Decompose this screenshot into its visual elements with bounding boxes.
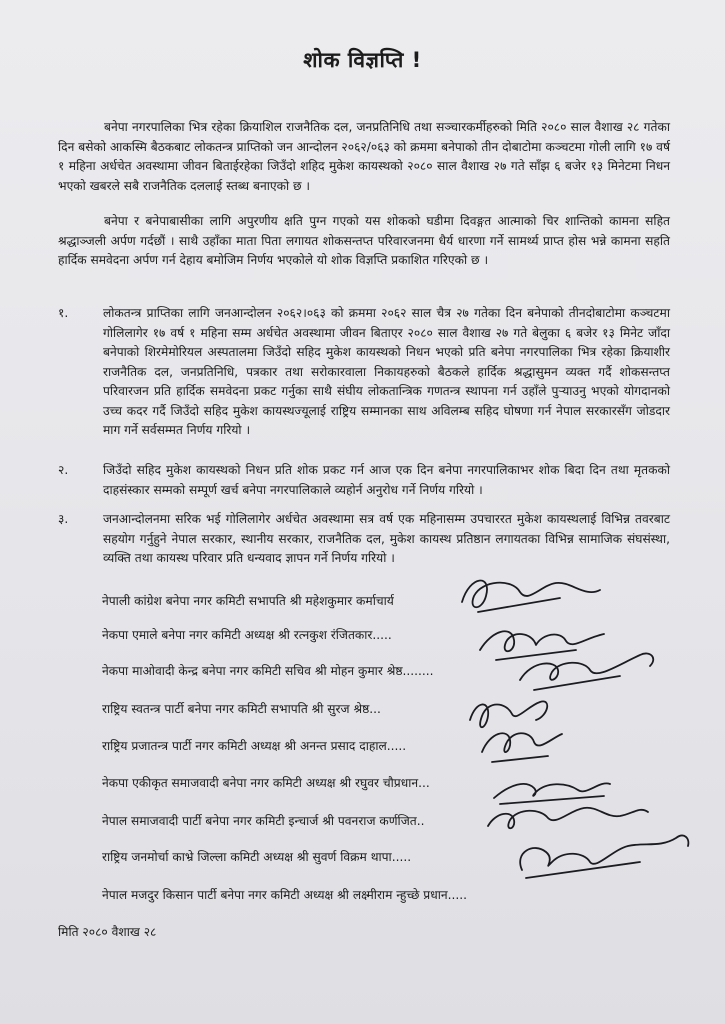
signature-4 [470,701,547,727]
notice-date: मिति २०८० वैशाख २८ [58,925,157,939]
intro-paragraph: बनेपा नगरपालिका भित्र रहेका क्रियाशिल राजनैतिक दल, जनप्रतिनिधि तथा सञ्चारकर्मीहरुको मिति २०८० साल वैशाख २८ गतेका दिन बसेको आकस्मि बैठकबाट लोकतन्त्र प्राप्तिको जन आन्दोलन २०६२/०६३ को क्रममा बनेपाको तीन दोबाटोमा कञ्चटमा गोली लागि १७ वर्ष १ महिना अर्धचेत अवस्थामा जीवन बिताईरहेका जिउँदो शहिद मुकेश कायस्थको २०८० साल वैशाख २७ गते साँझ ६ बजेर १३ मिनेटमा निधन भएको खबरले सबै राजनैतिक दललाई स्तब्ध बनाएको छ । [58,120,670,193]
signatory-line: नेकपा एमाले बनेपा नगर कमिटी अध्यक्ष श्री रत्नकुश रंजितकार..... [102,628,392,642]
notice-title: शोक विज्ञप्ति ! [303,48,422,72]
decision-number: १. [58,306,69,320]
signature-8 [520,836,688,878]
signatory-line: नेपाली कांग्रेश बनेपा नगर कमिटी सभापति श्री महेशकुमार कर्माचार्य [102,594,394,608]
signatory-line: राष्ट्रिय जनमोर्चा काभ्रे जिल्ला कमिटी अध्यक्ष श्री सुवर्ण विक्रम थापा..... [102,850,412,864]
signatory-line: नेकपा एकीकृत समाजवादी बनेपा नगर कमिटी अध्यक्ष श्री रघुवर चौप्रधान... [102,776,430,790]
signature-3 [520,653,653,690]
signatory-line: राष्ट्रिय प्रजातन्त्र पार्टी नगर कमिटी अध्यक्ष श्री अनन्त प्रसाद दाहाल..... [102,739,407,753]
signature-6 [494,783,610,804]
signature-5 [482,733,562,762]
decision-item-1 [58,304,670,441]
decision-item-3 [58,510,670,569]
signatory-line: नेपाल समाजवादी पार्टी बनेपा नगर कमिटी इन्चार्ज श्री पवनराज कर्णजित.. [102,814,425,828]
signature-2 [480,631,604,660]
decision-item-2 [58,461,670,500]
decision-number: २. [58,463,69,477]
signatory-line: नेपाल मजदुर किसान पार्टी बनेपा नगर कमिटी अध्यक्ष श्री लक्ष्मीराम न्हुच्छे प्रधान..... [102,888,467,902]
condolence-paragraph: बनेपा र बनेपाबासीका लागि अपुरणीय क्षति पुग्न गएको यस शोकको घडीमा दिवङ्गत आत्माको चिर शान्तिको कामना सहित श्रद्धाञ्जली अर्पण गर्दछौं । साथै उहाँका माता पिता लगायत शोकसन्तप्त परिवारजनमा धैर्य धारणा गर्ने सामर्थ्य प्राप्त होस भन्ने कामना सहति हार्दिक समवेदना अर्पण गर्न देहाय बमोजिम निर्णय भएकोले यो शोक विज्ञप्ति प्रकाशित गरिएको छ । [58,214,670,267]
decision-text: जनआन्दोलनमा सरिक भई गोलिलागेर अर्धचेत अवस्थामा सत्र वर्ष एक महिनासम्म उपचाररत मुकेश कायस्थलाई विभिन्न तवरबाट सहयोग गर्नुहुने नेपाल सरकार, स्थानीय सरकार, राजनैतिक दल, मुकेश कायस्थ प्रतिष्ठान लगायतका विभिन्न सामाजिक संघसंस्था, व्यक्ति तथा कायस्थ परिवार प्रति धन्यवाद ज्ञापन गर्ने निर्णय गरियो । [103,512,670,565]
decision-number: ३. [58,512,69,526]
signature-7 [488,808,648,828]
signature-1 [462,581,600,612]
signatory-line: राष्ट्रिय स्वतन्त्र पार्टी बनेपा नगर कमिटी सभापति श्री सुरज श्रेष्ठ... [102,702,381,716]
decision-text: जिउँदो सहिद मुकेश कायस्थको निधन प्रति शोक प्रकट गर्न आज एक दिन बनेपा नगरपालिकाभर शोक बिदा दिन तथा मृतकको दाहसंस्कार सम्मको सम्पूर्ण खर्च बनेपा नगरपालिकाले व्यहोर्न अनुरोध गर्ने निर्णय गरियो । [103,463,670,497]
decision-text: लोकतन्त्र प्राप्तिका लागि जनआन्दोलन २०६२।०६३ को क्रममा २०६२ साल चैत्र २७ गतेका दिन बनेपाको तीनदोबाटोमा कञ्चटमा गोलिलागेर १७ वर्ष १ महिना सम्म अर्धचेत अवस्थामा जीवन बिताएर २०८० साल वैशाख २७ गते बेलुका ६ बजेर १३ मिनेट जाँदा बनेपाको शिरमेमोरियल अस्पतालमा जिउँदो सहिद मुकेश कायस्थको निधन भएको प्रति बनेपा नगरपालिका भित्र रहेका क्रियाशीर राजनैतिक दल, जनप्रतिनिधि, पत्रकार तथा सरोकारवाला निकायहरुको बैठकले हार्दिक श्रद्धासुमन व्यक्त गर्दै शोकसन्तप्त परिवारजन प्रति हार्दिक समवेदना प्रकट गर्नुका साथै संघीय लोकतान्त्रिक गणतन्त्र स्थापना गर्न उहाँले पुऱ्याउनु भएको योगदानको उच्च कदर गर्दै जिउँदो सहिद मुकेश कायस्थज्यूलाई राष्ट्रिय सम्मानका साथ अविलम्ब सहिद घोषणा गर्न नेपाल सरकारसँग जोडदार माग गर्ने सर्वसम्मत निर्णय गरियो । [103,306,670,437]
signatory-line: नेकपा माओवादी केन्द्र बनेपा नगर कमिटी सचिव श्री मोहन कुमार श्रेष्ठ........ [102,664,434,678]
